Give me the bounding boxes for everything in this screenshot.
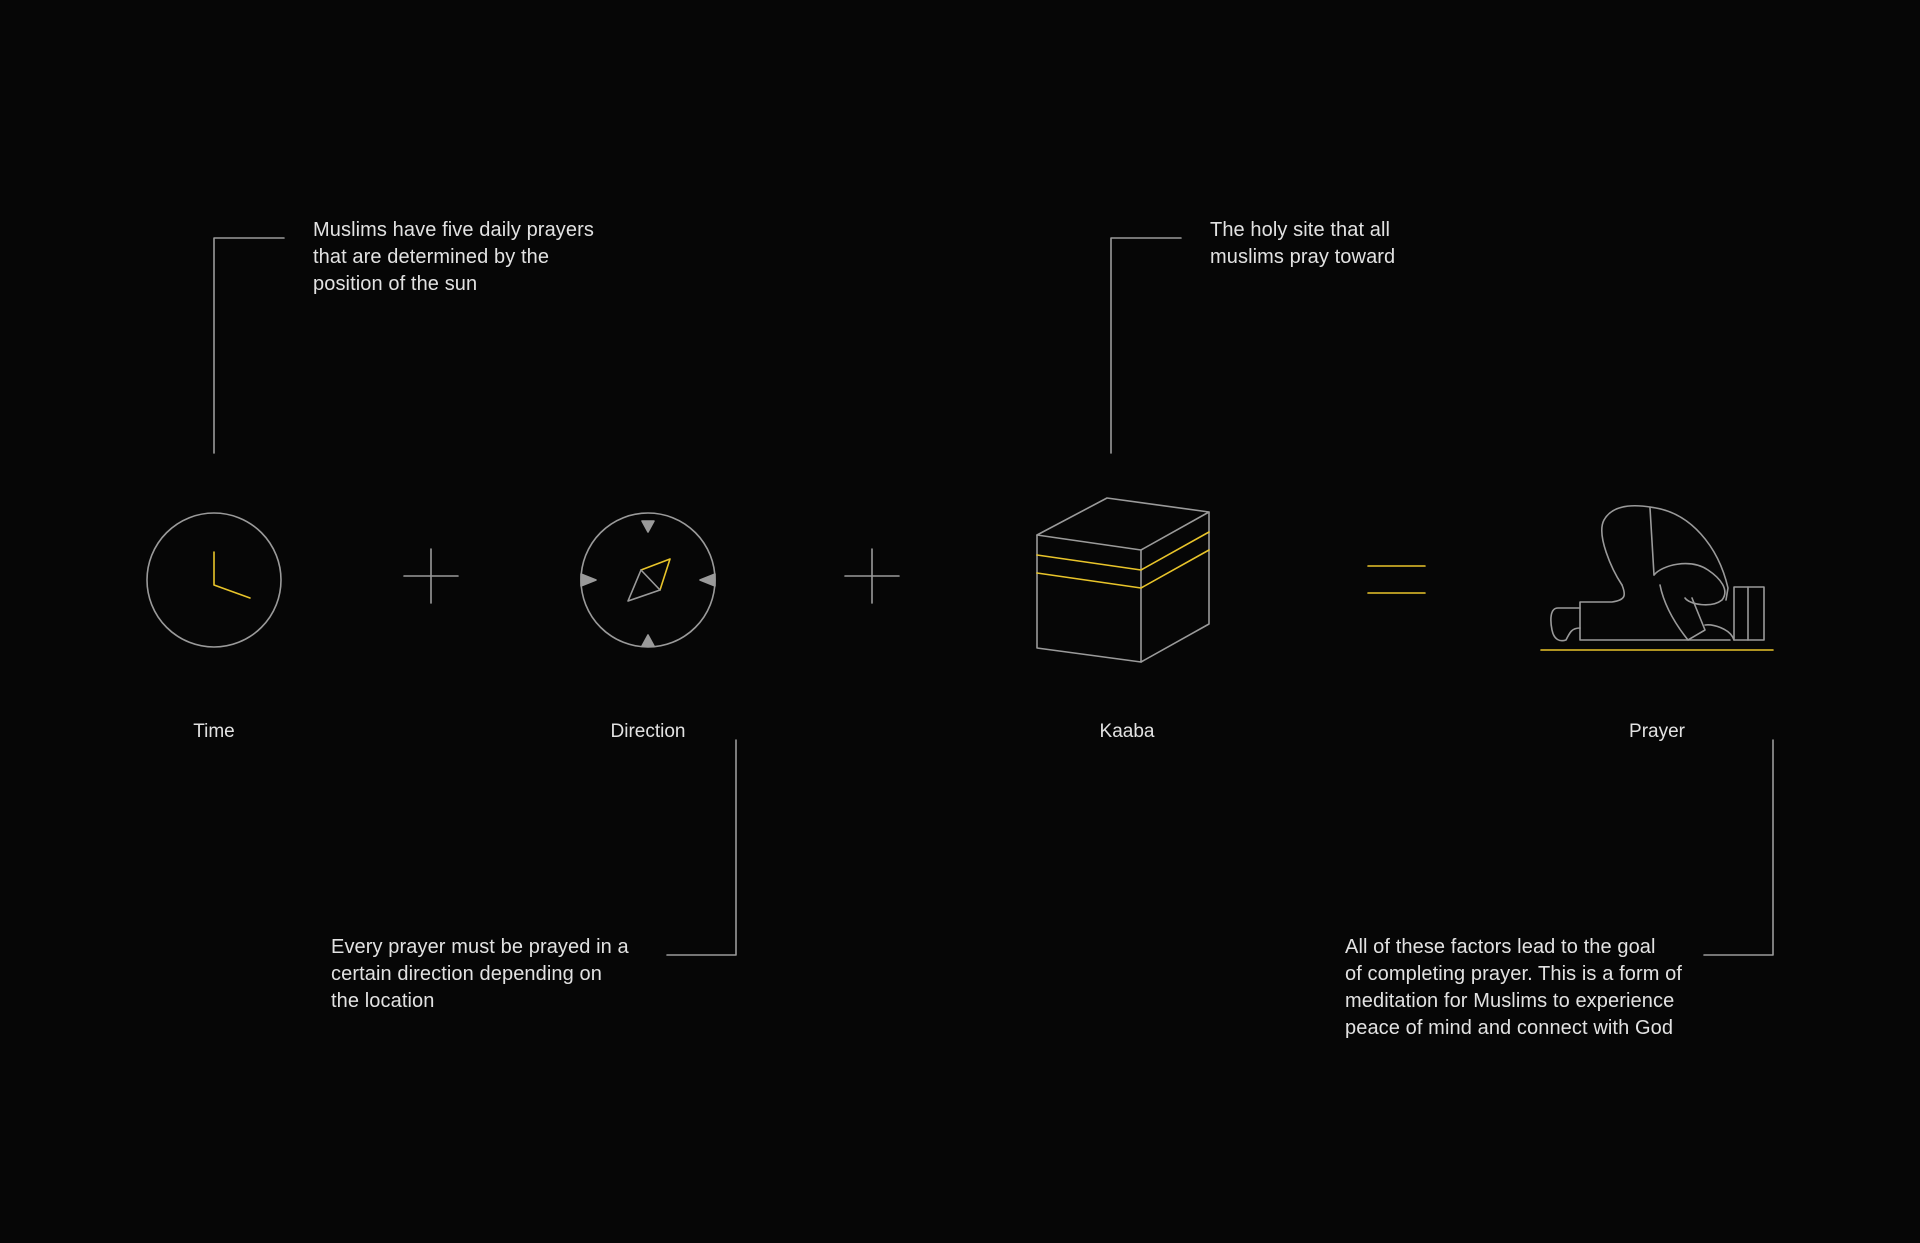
- kaaba-note-connector: [1111, 238, 1181, 453]
- note-line: All of these factors lead to the goal: [1345, 936, 1656, 958]
- prayer-note: [1345, 934, 1682, 1042]
- prayer-note-connector: [1704, 740, 1773, 955]
- plus-icon: [845, 549, 899, 603]
- clock-icon: [147, 513, 281, 647]
- item-label-time: Time: [193, 721, 235, 742]
- direction-note: [331, 934, 629, 1015]
- note-line: meditation for Muslims to experience: [1345, 990, 1675, 1012]
- note-line: the location: [331, 990, 435, 1012]
- direction-note-connector: [667, 740, 736, 955]
- kaaba-icon: [1037, 498, 1209, 662]
- note-line: certain direction depending on: [331, 963, 602, 985]
- note-line: Every prayer must be prayed in a: [331, 936, 629, 958]
- note-line: that are determined by the: [313, 246, 550, 268]
- note-line: Muslims have five daily prayers: [313, 219, 594, 241]
- item-label-kaaba: Kaaba: [1099, 721, 1155, 742]
- note-line: The holy site that all: [1210, 219, 1391, 241]
- equals-icon: [1368, 566, 1425, 593]
- item-label-direction: Direction: [610, 721, 686, 742]
- time-note-connector: [214, 238, 284, 453]
- note-line: muslims pray toward: [1210, 246, 1396, 268]
- time-note: [313, 217, 594, 298]
- plus-icon: [404, 549, 458, 603]
- item-label-prayer: Prayer: [1629, 721, 1685, 742]
- compass-icon: [581, 513, 715, 647]
- note-line: of completing prayer. This is a form of: [1345, 963, 1683, 985]
- kaaba-note: [1210, 217, 1395, 271]
- prayer-icon: [1541, 506, 1773, 650]
- note-line: position of the sun: [313, 273, 478, 295]
- note-line: peace of mind and connect with God: [1345, 1017, 1674, 1039]
